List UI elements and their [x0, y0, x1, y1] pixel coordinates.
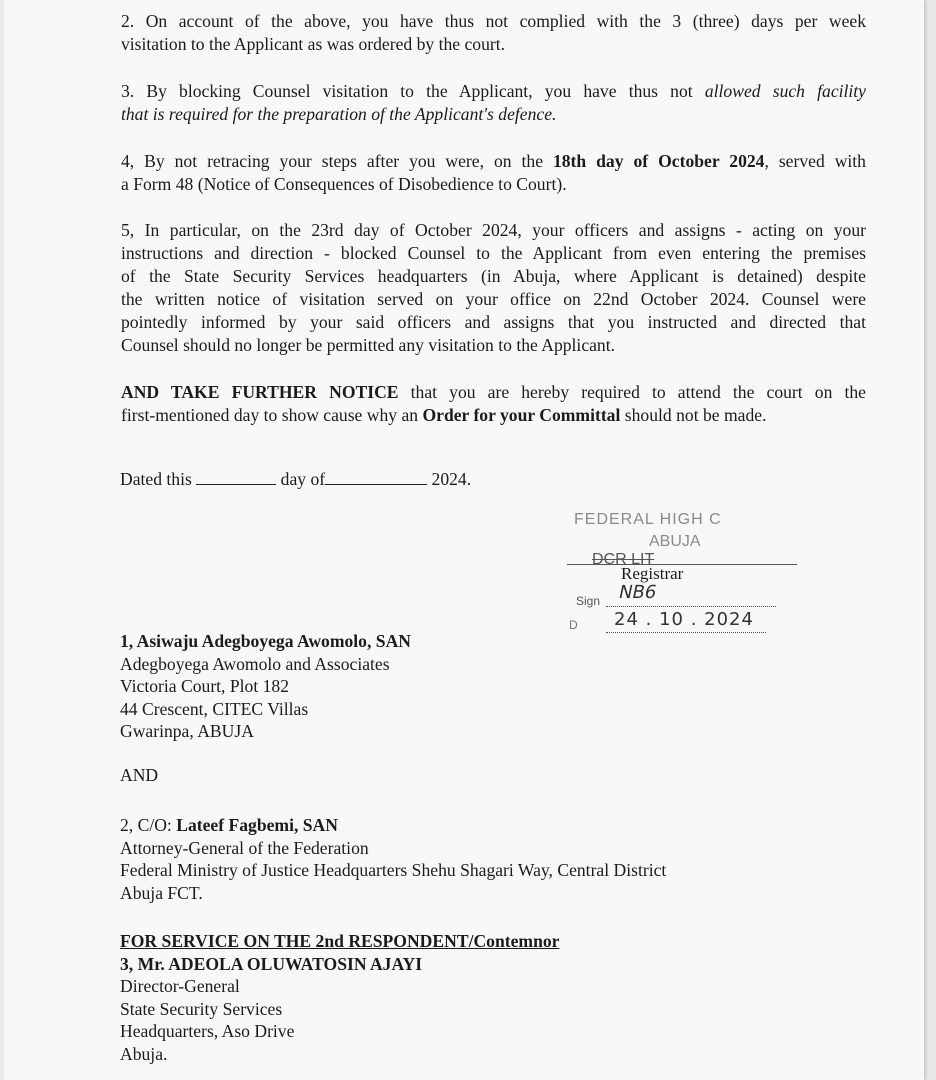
paragraph-5-line: instructions and direction - blocked Counsel to the Applicant from even entering the premises: [121, 243, 866, 263]
address-line: Victoria Court, Plot 182: [120, 676, 290, 696]
paragraph-5-line: 5, In particular, on the 23rd day of October 2024, your officers and assigns - acting on your: [121, 220, 866, 240]
day-blank: [196, 472, 276, 485]
stamp-registrar: Registrar: [621, 564, 684, 583]
stamp-court-name: FEDERAL HIGH C: [574, 511, 722, 528]
respondent-1-address: [120, 630, 411, 743]
respondent-2-name-line: 2, C/O: Lateef Fagbemi, SAN: [120, 815, 338, 835]
stamp-date-dots: [606, 632, 766, 633]
paragraph-5-line: pointedly informed by your said officers and assigns that you instructed and directed that: [121, 312, 866, 332]
document-page: [4, 0, 924, 1080]
paragraph-5-line: Counsel should no longer be permitted any visitation to the Applicant.: [121, 335, 616, 355]
respondent-1-name: 1, Asiwaju Adegboyega Awomolo, SAN: [120, 631, 411, 651]
paragraph-4-line-1: 4, By not retracing your steps after you were, on the 18th day of October 2024, served with: [121, 151, 866, 171]
paragraph-3-line-2: that is required for the preparation of the Applicant's defence.: [121, 104, 557, 124]
further-notice-line-2: first-mentioned day to show cause why an Order for your Committal should not be made.: [121, 405, 767, 425]
address-line: State Security Services: [120, 998, 283, 1019]
paragraph-2: [121, 10, 866, 56]
paragraph-3-line-1: 3. By blocking Counsel visitation to the Applicant, you have thus not allowed such facility: [121, 81, 866, 101]
address-line: Abuja FCT.: [120, 882, 203, 903]
address-line: Federal Ministry of Justice Headquarters Shehu Shagari Way, Central District: [120, 860, 667, 880]
dated-year: 2024.: [431, 469, 472, 489]
dated-prefix: Dated this: [120, 469, 192, 489]
further-notice-paragraph: [121, 381, 866, 427]
paragraph-4: [121, 150, 866, 196]
respondent-2-name: Lateef Fagbemi, SAN: [176, 815, 338, 835]
address-line: Attorney-General of the Federation: [120, 837, 369, 858]
paragraph-2-line-2: visitation to the Applicant as was ordered by the court.: [121, 34, 506, 54]
service-name: 3, Mr. ADEOLA OLUWATOSIN AJAYI: [120, 953, 423, 974]
address-line: Director-General: [120, 976, 240, 996]
paragraph-5-line: of the State Security Services headquarters (in Abuja, where Applicant is detained) despite: [121, 266, 866, 286]
address-line: Headquarters, Aso Drive: [120, 1021, 295, 1041]
dated-mid: day of: [280, 469, 326, 489]
respondent-2-address: [120, 814, 666, 904]
stamp-date-label: D: [569, 618, 578, 632]
service-address: [120, 930, 559, 1065]
paragraph-2-line-1: 2. On account of the above, you have thus not complied with the 3 (three) days per week: [121, 11, 866, 31]
address-line: Gwarinpa, ABUJA: [120, 721, 254, 741]
stamp-handwritten-date: 24 . 10 . 2024: [614, 609, 754, 630]
paragraph-3: [121, 80, 866, 126]
paragraph-5-line: the written notice of visitation served on your office on 22nd October 2024. Counsel were: [121, 289, 866, 309]
stamp-sign-label: Sign: [576, 594, 601, 608]
address-line: 44 Crescent, CITEC Villas: [120, 698, 309, 719]
dated-line: [120, 469, 471, 490]
further-notice-line-1: AND TAKE FURTHER NOTICE that you are hereby required to attend the court on the: [121, 382, 866, 402]
stamp-sign-dots: [606, 606, 776, 607]
stamp-city: ABUJA: [649, 533, 701, 550]
address-line: Abuja.: [120, 1043, 168, 1064]
registrar-signature: NB6: [616, 582, 659, 603]
and-label: AND: [120, 765, 159, 785]
address-line: Adegboyega Awomolo and Associates: [120, 653, 390, 674]
month-blank: [325, 472, 427, 485]
paragraph-5: [121, 219, 866, 357]
service-heading: FOR SERVICE ON THE 2nd RESPONDENT/Contemnor: [120, 931, 560, 951]
paragraph-4-line-2: a Form 48 (Notice of Consequences of Disobedience to Court).: [121, 174, 567, 194]
stamp-division: DCR LIT: [592, 551, 655, 568]
